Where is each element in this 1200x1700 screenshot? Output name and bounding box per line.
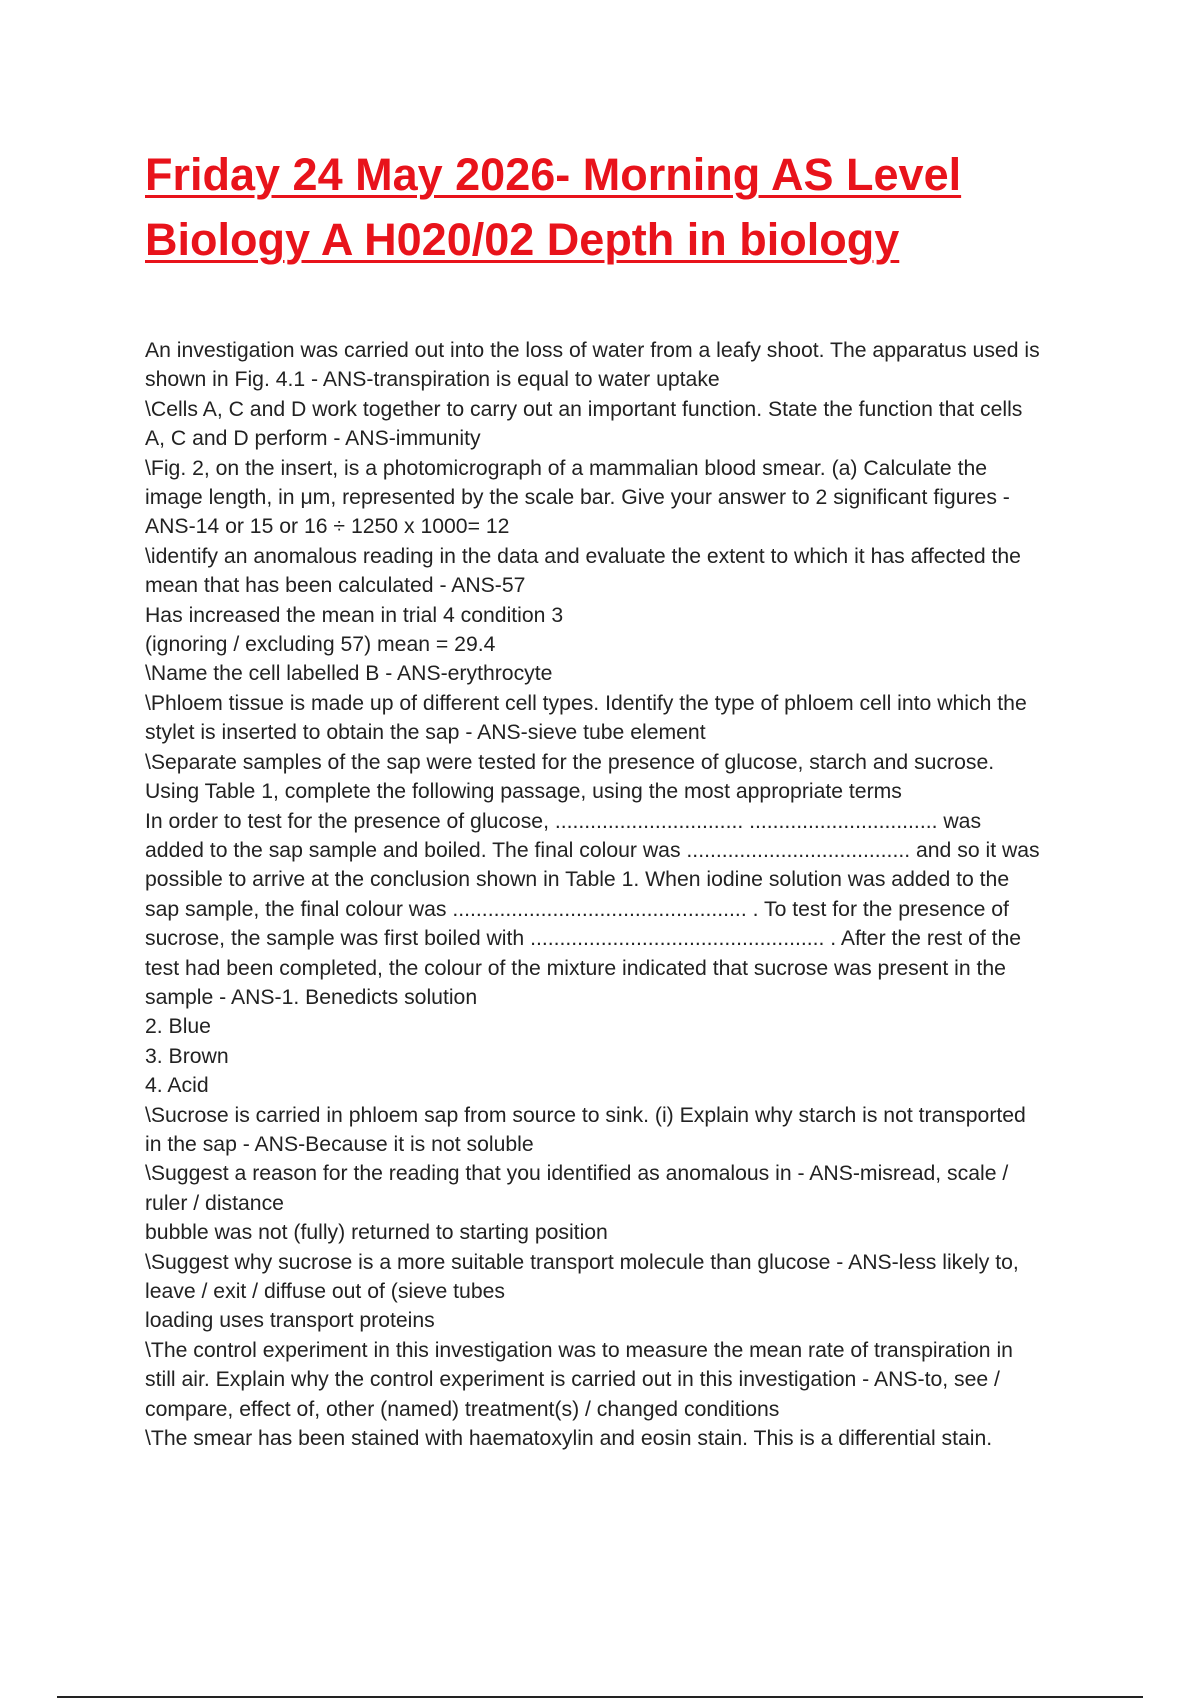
text-line: sap sample, the final colour was .................................................. . To test for the presence of <box>145 897 1009 921</box>
text-line: sample - ANS-1. Benedicts solution <box>145 985 478 1009</box>
text-line: ruler / distance <box>145 1191 284 1215</box>
text-line: test had been completed, the colour of the mixture indicated that sucrose was present in the <box>145 956 1006 980</box>
text-line: compare, effect of, other (named) treatment(s) / changed conditions <box>145 1397 780 1421</box>
text-line: \Sucrose is carried in phloem sap from source to sink. (i) Explain why starch is not transported <box>145 1103 1026 1127</box>
text-line: ANS-14 or 15 or 16 ÷ 1250 x 1000= 12 <box>145 515 510 539</box>
text-line: (ignoring / excluding 57) mean = 29.4 <box>145 633 496 657</box>
text-line: in the sap - ANS-Because it is not soluble <box>145 1132 534 1156</box>
text-line: mean that has been calculated - ANS-57 <box>145 574 526 598</box>
text-line: 2. Blue <box>145 1015 211 1039</box>
text-line: \Name the cell labelled B - ANS-erythrocyte <box>145 662 553 686</box>
page-title <box>145 142 1105 272</box>
text-line: sucrose, the sample was first boiled with .................................................. . After the rest of the <box>145 927 1022 951</box>
text-line: \identify an anomalous reading in the data and evaluate the extent to which it has affected the <box>145 544 1021 568</box>
text-line: A, C and D perform - ANS-immunity <box>145 427 481 451</box>
text-line: 4. Acid <box>145 1074 209 1098</box>
text-line: shown in Fig. 4.1 - ANS-transpiration is equal to water uptake <box>145 368 720 392</box>
text-line: stylet is inserted to obtain the sap - ANS-sieve tube element <box>145 721 706 745</box>
text-line: \Suggest why sucrose is a more suitable transport molecule than glucose - ANS-less likely to, <box>145 1250 1019 1274</box>
text-line: possible to arrive at the conclusion shown in Table 1. When iodine solution was added to the <box>145 868 1010 892</box>
text-line: An investigation was carried out into the loss of water from a leafy shoot. The apparatus used is <box>145 339 1040 362</box>
text-line: \Separate samples of the sap were tested for the presence of glucose, starch and sucrose. <box>145 750 995 774</box>
text-line: In order to test for the presence of glucose, ................................ ................................ was <box>145 809 982 833</box>
text-line: \Cells A, C and D work together to carry out an important function. State the function that cells <box>145 397 1023 421</box>
title-line: Biology A H020/02 Depth in biology <box>145 214 900 265</box>
text-line: \The control experiment in this investigation was to measure the mean rate of transpiration in <box>145 1338 1013 1362</box>
text-line: \Phloem tissue is made up of different cell types. Identify the type of phloem cell into which the <box>145 691 1027 715</box>
text-line: \Suggest a reason for the reading that you identified as anomalous in - ANS-misread, scale / <box>145 1162 1009 1186</box>
text-line: \The smear has been stained with haematoxylin and eosin stain. This is a differential stain. <box>145 1427 993 1451</box>
text-line: Using Table 1, complete the following passage, using the most appropriate terms <box>145 780 902 804</box>
text-line: image length, in μm, represented by the scale bar. Give your answer to 2 significant figures - <box>145 486 1010 510</box>
title-line: Friday 24 May 2026- Morning AS Level <box>145 149 962 200</box>
text-line: leave / exit / diffuse out of (sieve tubes <box>145 1280 506 1303</box>
text-line: 3. Brown <box>145 1044 229 1068</box>
text-line: bubble was not (fully) returned to starting position <box>145 1221 608 1245</box>
text-line: \Fig. 2, on the insert, is a photomicrograph of a mammalian blood smear. (a) Calculate the <box>145 456 988 480</box>
footer-divider <box>57 1696 1143 1698</box>
body-text <box>145 336 1095 1453</box>
text-line: Has increased the mean in trial 4 condition 3 <box>145 603 564 627</box>
text-line: added to the sap sample and boiled. The final colour was ...................................... and so it was <box>145 838 1040 862</box>
text-line: still air. Explain why the control experiment is carried out in this investigation - ANS-to, see / <box>145 1368 1000 1392</box>
text-line: loading uses transport proteins <box>145 1309 435 1333</box>
